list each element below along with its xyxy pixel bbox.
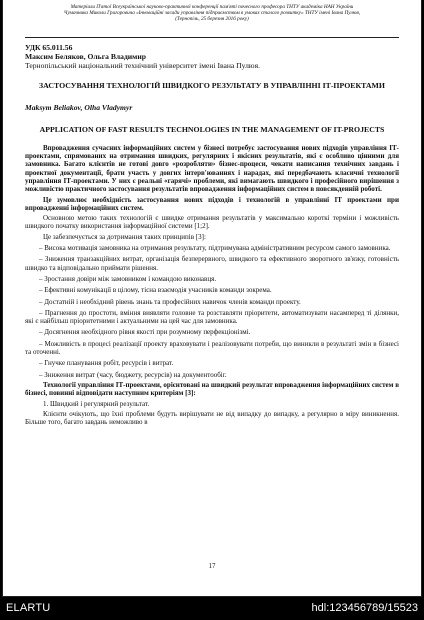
authors-ua: Максим Беляков, Ольга Владимир <box>25 52 146 61</box>
list-item: – Достатній і необхідний рівень знань та професійних навичок членів команди проекту. <box>39 297 301 306</box>
header-divider <box>25 37 399 38</box>
list-item: – Висока мотивація замовника на отримання результату, підтримувана адміністративним ресурсом самого замовника. <box>39 244 391 253</box>
article-title-ua: ЗАСТОСУВАННЯ ТЕХНОЛОГІЙ ШВИДКОГО РЕЗУЛЬТАТУ В УПРАВЛІННІ ІТ-ПРОЕКТАМИ <box>39 81 385 90</box>
authors-en: Maksym Beliakov, Olha Vladymyr <box>25 103 133 113</box>
udc-code: УДК 65.011.56 <box>25 43 73 52</box>
paragraph: Це забезпечується за дотримання таких принципів [3]: <box>43 232 206 241</box>
list-item: – Прагнення до простоти, вміння виявляти головне та розставляти пріоритети, автоматизувати насамперед ті ділянки, які є найбільш пріоритетними і актуальними на цей час для замовника. <box>25 308 399 326</box>
paragraph: 1. Швидкий і регулярний результат. <box>43 399 150 408</box>
list-item: – Можливість в процесі реалізації проекту враховувати і реалізовувати потреби, що виникли в результаті змін в бізнесі та оточенні. <box>25 339 399 357</box>
page-number: 17 <box>208 562 216 570</box>
article-content <box>25 43 399 426</box>
paragraph: Технології управління ІТ-проектами, орієнтовані на швидкий результат впровадження інформаційних систем в бізнесі, повинні відповідати наступним критеріям [3]: <box>25 380 399 398</box>
list-item: – Гнучке планування робіт, ресурсів і витрат. <box>39 359 174 368</box>
paragraph: Впровадження сучасних інформаційних систем у бізнесі потребує застосування нових підходів управління ІТ-проектами, спрямованих на отримання швидких, регулярних і якісних результатів, які є особливо цінними для замовника. Багато клієнтів не готові довго «розробляти» бізнес-процеси, чекати написання технічних завдань і проектної документації, брати участь у довгих інтерв'юваннях і нарадах, які передбачають класичні технології управління ІТ-проектами. У них є реальні «гарячі» проблеми, які вимагають швидкого і професійного вирішення з можливістю практичного застосування результатів впровадження інформаційних систем в повсякденній роботі. <box>25 143 399 194</box>
repository-label: ELARTU <box>6 602 51 614</box>
list-item: – Зниження витрат (часу, бюджету, ресурсів) на документообіг. <box>39 370 227 379</box>
list-item: – Ефективні комунікації в цілому, тісна взаємодія учасників команди зокрема. <box>39 286 272 295</box>
paragraph: Основною метою таких технологій є швидке отримання результатів у максимально короткі терміни і можливість швидкого початку використання інформаційної системи [1;2]. <box>25 214 399 231</box>
list-item: – Зниження транзакційних витрат, організація безперервного, швидкого та ефективного зворотного зв'язку, готовність швидко та відповідально приймати рішення. <box>25 255 399 272</box>
article-title-en: APPLICATION OF FAST RESULTS TECHNOLOGIES IN THE MANAGEMENT OF IT-PROJECTS <box>39 125 385 135</box>
handle-identifier: hdl:123456789/15523 <box>311 602 418 614</box>
document-page <box>3 0 421 596</box>
affiliation: Тернопільський національний технічний університет імені Івана Пулюя. <box>25 61 260 70</box>
list-item: – Зростання довіри між замовником і командою виконавця. <box>39 274 217 283</box>
article-body <box>25 144 399 427</box>
paragraph: Клієнти очікують, що їхні проблеми будуть вирішувати не від випадку до випадку, а регулярно в міру виникнення. Більше того, багато завдань неможливо в <box>25 409 399 427</box>
paragraph: Це зумовлює необхідність застосування нових підходів і технологій в управлінні ІТ проектами при впровадженні інформаційних систем. <box>25 195 399 212</box>
list-item: – Досягнення необхідного рівня якості при розумному перфекціонізмі. <box>39 328 251 337</box>
conference-header: Матеріали П'ятої Всеукраїнської науково-практичної конференції пам'яті почесного професора ТНТУ академіка НАН України Чумачника Миколи Григоровича «Інноваційні засади управління підприємством в умовах сталого розвитку» ТНТУ імені Івана Пулюя, (Тернопіль, 25 березня 2016 року) <box>63 4 361 23</box>
